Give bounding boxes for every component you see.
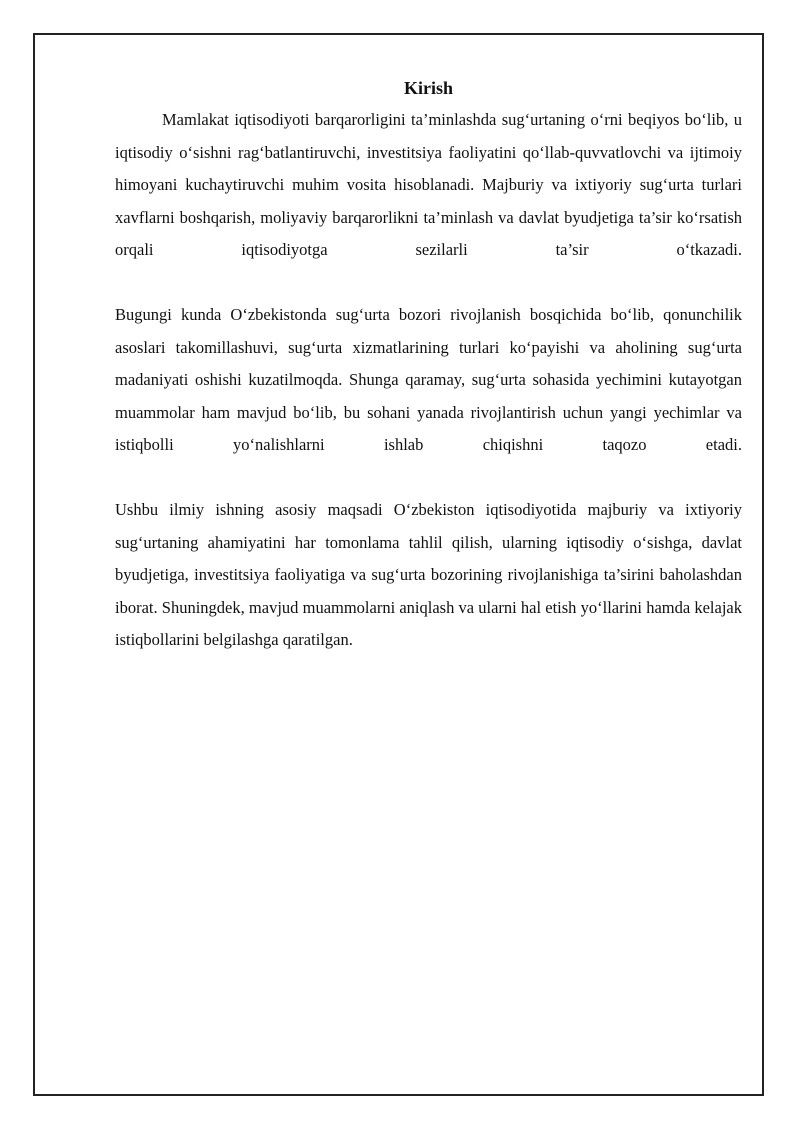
paragraph-gap bbox=[115, 462, 742, 495]
document-body bbox=[115, 72, 742, 657]
paragraph-2: Bugungi kunda O‘zbekistonda sug‘urta bozori rivojlanish bosqichida bo‘lib, qonunchilik asoslari takomillashuvi, sug‘urta xizmatlarining turlari ko‘payishi va aholining sug‘urta madaniyati oshishi kuzatilmoqda. Shunga qaramay, sug‘urta sohasida yechimini kutayotgan muammolar ham mavjud bo‘lib, bu sohani yanada rivojlantirish uchun yangi yechimlar va istiqbolli yo‘nalishlarni ishlab chiqishni taqozo etadi. bbox=[115, 305, 742, 454]
document-title: Kirish bbox=[403, 78, 453, 98]
paragraph-gap bbox=[115, 267, 742, 300]
paragraph-3: Ushbu ilmiy ishning asosiy maqsadi O‘zbekiston iqtisodiyotida majburiy va ixtiyoriy sug‘urtaning ahamiyatini har tomonlama tahlil qilish, ularning iqtisodiy o‘sishga, davlat byudjetiga, investitsiya faoliyatiga va sug‘urta bozorining rivojlanishiga ta’sirini baholashdan iborat. Shuningdek, mavjud muammolarni aniqlash va ularni hal etish yo‘llarini hamda kelajak istiqbollarini belgilashga qaratilgan. bbox=[115, 500, 742, 649]
paragraph-1: Mamlakat iqtisodiyoti barqarorligini ta’minlashda sug‘urtaning o‘rni beqiyos bo‘lib, u iqtisodiy o‘sishni rag‘batlantiruvchi, investitsiya faoliyatini qo‘llab-quvvatlovchi va ijtimoiy himoyani kuchaytiruvchi muhim vosita hisoblanadi. Majburiy va ixtiyoriy sug‘urta turlari xavflarni boshqarish, moliyaviy barqarorlikni ta’minlash va davlat byudjetiga ta’sir ko‘rsatish orqali iqtisodiyotga sezilarli ta’sir o‘tkazadi. bbox=[115, 110, 742, 259]
